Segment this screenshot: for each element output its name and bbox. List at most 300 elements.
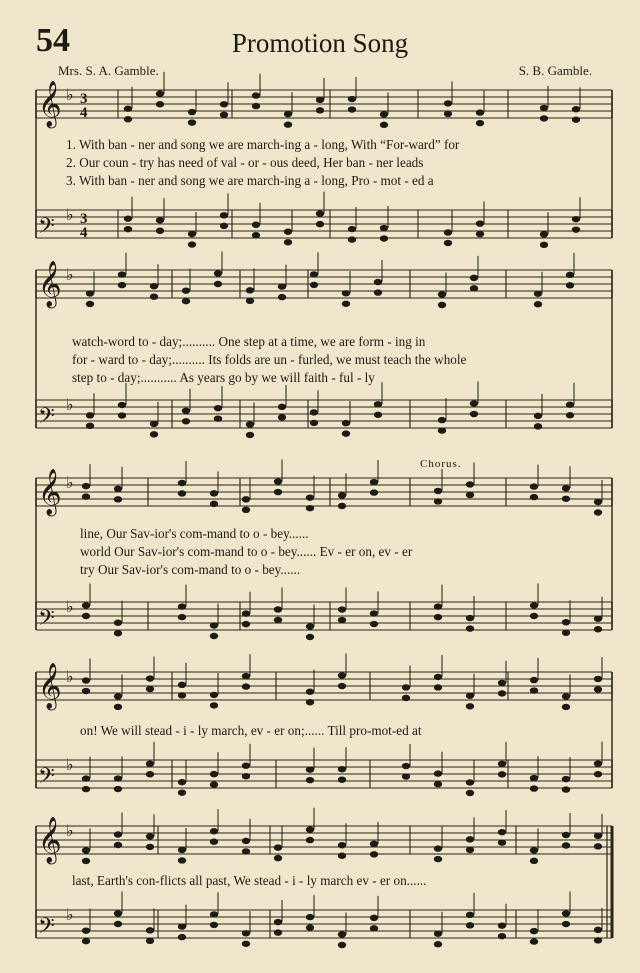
note-head: [82, 602, 90, 608]
note-head: [220, 112, 228, 118]
note-head: [86, 423, 94, 429]
note-head: [434, 498, 442, 504]
note-head: [246, 421, 254, 427]
note-head: [86, 412, 94, 418]
note-head: [306, 623, 314, 629]
key-signature: ♭: [66, 204, 74, 224]
note-head: [114, 704, 122, 710]
note-head: [476, 220, 484, 226]
note-head: [530, 847, 538, 853]
note-head: [146, 686, 154, 692]
note-head: [466, 836, 474, 842]
note-head: [124, 215, 132, 221]
note-head: [150, 431, 158, 437]
note-head: [380, 122, 388, 128]
note-head: [562, 921, 570, 927]
note-head: [118, 282, 126, 288]
note-head: [338, 503, 346, 509]
note-head: [342, 301, 350, 307]
note-head: [438, 302, 446, 308]
note-head: [210, 771, 218, 777]
note-head: [118, 271, 126, 277]
note-head: [306, 914, 314, 920]
note-head: [316, 210, 324, 216]
note-head: [338, 776, 346, 782]
note-head: [274, 929, 282, 935]
note-head: [210, 702, 218, 708]
note-head: [562, 619, 570, 625]
words-credit: Mrs. S. A. Gamble.: [58, 63, 159, 78]
lyric-line: watch-word to - day;.......... One step at a time, we are form - ing in: [72, 334, 426, 349]
note-head: [530, 928, 538, 934]
lyric-line: 2. Our coun - try has need of val - or - ous deed, Her ban - ner leads: [66, 155, 424, 170]
note-head: [114, 842, 122, 848]
note-head: [380, 225, 388, 231]
note-head: [124, 106, 132, 112]
note-head: [498, 829, 506, 835]
note-head: [444, 111, 452, 117]
note-head: [274, 606, 282, 612]
note-head: [310, 409, 318, 415]
note-head: [380, 235, 388, 241]
note-head: [246, 432, 254, 438]
note-head: [86, 301, 94, 307]
note-head: [82, 677, 90, 683]
note-head: [306, 494, 314, 500]
treble-clef: 𝄞: [38, 817, 62, 863]
note-head: [310, 282, 318, 288]
note-head: [284, 229, 292, 235]
note-head: [572, 216, 580, 222]
note-head: [278, 404, 286, 410]
note-head: [210, 501, 218, 507]
note-head: [566, 412, 574, 418]
note-head: [434, 845, 442, 851]
note-head: [470, 411, 478, 417]
note-head: [466, 790, 474, 796]
lyric-line: on! We will stead - i - ly march, ev - er on;...... Till pro-mot-ed at: [80, 723, 422, 738]
note-head: [252, 92, 260, 98]
note-head: [444, 100, 452, 106]
note-head: [124, 116, 132, 122]
note-head: [434, 941, 442, 947]
note-head: [374, 412, 382, 418]
note-head: [210, 633, 218, 639]
note-head: [242, 773, 250, 779]
note-head: [402, 763, 410, 769]
note-head: [118, 402, 126, 408]
note-head: [338, 931, 346, 937]
bass-clef: 𝄢: [38, 214, 55, 244]
note-head: [82, 858, 90, 864]
note-head: [242, 838, 250, 844]
note-head: [252, 222, 260, 228]
note-head: [82, 775, 90, 781]
note-head: [566, 272, 574, 278]
note-head: [370, 925, 378, 931]
note-head: [252, 103, 260, 109]
treble-clef: 𝄞: [38, 469, 62, 515]
note-head: [214, 281, 222, 287]
note-head: [370, 621, 378, 627]
note-head: [438, 291, 446, 297]
note-head: [374, 289, 382, 295]
note-head: [82, 938, 90, 944]
note-head: [278, 414, 286, 420]
note-head: [242, 762, 250, 768]
note-head: [214, 270, 222, 276]
note-head: [114, 775, 122, 781]
note-head: [562, 910, 570, 916]
key-signature: ♭: [66, 394, 74, 414]
note-head: [242, 673, 250, 679]
note-head: [466, 703, 474, 709]
note-head: [438, 417, 446, 423]
note-head: [562, 842, 570, 848]
note-head: [594, 509, 602, 515]
note-head: [210, 692, 218, 698]
note-head: [402, 695, 410, 701]
hymn-title: Promotion Song: [231, 28, 409, 58]
note-head: [182, 408, 190, 414]
note-head: [594, 616, 602, 622]
note-head: [284, 121, 292, 127]
bass-clef: 𝄢: [38, 404, 55, 434]
treble-clef: 𝄞: [38, 81, 62, 127]
time-signature-bottom: 4: [80, 225, 88, 241]
lyric-line: try Our Sav-ior's com-mand to o - bey......: [80, 562, 301, 577]
note-head: [310, 271, 318, 277]
note-head: [594, 771, 602, 777]
note-head: [562, 630, 570, 636]
note-head: [370, 479, 378, 485]
note-head: [178, 779, 186, 785]
note-head: [444, 240, 452, 246]
note-head: [316, 97, 324, 103]
note-head: [562, 496, 570, 502]
lyric-line: step to - day;........... As years go by we will faith - ful - ly: [72, 370, 375, 385]
note-head: [370, 915, 378, 921]
note-head: [146, 927, 154, 933]
note-head: [572, 226, 580, 232]
note-head: [220, 101, 228, 107]
note-head: [498, 922, 506, 928]
note-head: [594, 676, 602, 682]
note-head: [594, 843, 602, 849]
note-head: [182, 418, 190, 424]
note-head: [146, 761, 154, 767]
chorus-label: Chorus.: [420, 458, 462, 470]
note-head: [178, 692, 186, 698]
note-head: [82, 493, 90, 499]
note-head: [278, 294, 286, 300]
note-head: [348, 226, 356, 232]
note-head: [178, 490, 186, 496]
note-head: [178, 603, 186, 609]
note-head: [188, 241, 196, 247]
note-head: [306, 689, 314, 695]
note-head: [210, 622, 218, 628]
note-head: [530, 785, 538, 791]
note-head: [476, 109, 484, 115]
note-head: [562, 786, 570, 792]
note-head: [572, 106, 580, 112]
note-head: [242, 496, 250, 502]
note-head: [114, 693, 122, 699]
note-head: [178, 682, 186, 688]
note-head: [562, 832, 570, 838]
time-signature-bottom: 4: [80, 105, 88, 121]
note-head: [210, 839, 218, 845]
note-head: [310, 420, 318, 426]
note-head: [534, 301, 542, 307]
note-head: [242, 610, 250, 616]
note-head: [348, 236, 356, 242]
hymn-number: 54: [36, 22, 70, 59]
note-head: [594, 686, 602, 692]
note-head: [338, 766, 346, 772]
note-head: [470, 400, 478, 406]
note-head: [178, 923, 186, 929]
note-head: [370, 610, 378, 616]
note-head: [530, 613, 538, 619]
note-head: [540, 242, 548, 248]
note-head: [466, 615, 474, 621]
note-head: [178, 857, 186, 863]
note-head: [540, 115, 548, 121]
note-head: [246, 298, 254, 304]
note-head: [466, 492, 474, 498]
key-signature: ♭: [66, 472, 74, 492]
note-head: [82, 927, 90, 933]
note-head: [306, 826, 314, 832]
note-head: [348, 96, 356, 102]
key-signature: ♭: [66, 904, 74, 924]
note-head: [118, 412, 126, 418]
note-head: [434, 614, 442, 620]
key-signature: ♭: [66, 264, 74, 284]
note-head: [156, 91, 164, 97]
note-head: [466, 481, 474, 487]
note-head: [220, 212, 228, 218]
note-head: [114, 496, 122, 502]
note-head: [246, 287, 254, 293]
note-head: [530, 677, 538, 683]
note-head: [380, 111, 388, 117]
note-head: [146, 675, 154, 681]
note-head: [114, 831, 122, 837]
note-head: [306, 924, 314, 930]
note-head: [370, 841, 378, 847]
bass-clef: 𝄢: [38, 914, 55, 944]
note-head: [466, 625, 474, 631]
note-head: [594, 499, 602, 505]
note-head: [338, 617, 346, 623]
note-head: [306, 837, 314, 843]
note-head: [534, 291, 542, 297]
note-head: [438, 427, 446, 433]
note-head: [466, 779, 474, 785]
note-head: [338, 942, 346, 948]
note-head: [156, 228, 164, 234]
note-head: [274, 489, 282, 495]
note-head: [214, 405, 222, 411]
note-head: [498, 933, 506, 939]
note-head: [342, 290, 350, 296]
note-head: [434, 674, 442, 680]
note-head: [306, 777, 314, 783]
note-head: [306, 766, 314, 772]
note-head: [82, 613, 90, 619]
note-head: [156, 101, 164, 107]
note-head: [242, 683, 250, 689]
note-head: [114, 620, 122, 626]
note-head: [306, 634, 314, 640]
music-credit: S. B. Gamble.: [518, 63, 592, 78]
lyric-line: 3. With ban - ner and song we are march-ing a - long, Pro - mot - ed a: [66, 173, 434, 188]
bass-clef: 𝄢: [38, 606, 55, 636]
lyric-line: for - ward to - day;.......... Its folds are un - furled, we must teach the whole: [72, 352, 467, 367]
note-head: [594, 833, 602, 839]
note-head: [374, 279, 382, 285]
note-head: [210, 911, 218, 917]
note-head: [562, 776, 570, 782]
note-head: [278, 283, 286, 289]
bass-clef: 𝄢: [38, 764, 55, 794]
note-head: [182, 287, 190, 293]
note-head: [402, 684, 410, 690]
note-head: [562, 485, 570, 491]
note-head: [534, 423, 542, 429]
note-head: [534, 413, 542, 419]
treble-clef: 𝄞: [38, 261, 62, 307]
note-head: [434, 931, 442, 937]
key-signature: ♭: [66, 754, 74, 774]
note-head: [82, 688, 90, 694]
treble-clef: 𝄞: [38, 663, 62, 709]
note-head: [242, 848, 250, 854]
note-head: [530, 938, 538, 944]
time-signature-top: 3: [80, 211, 88, 227]
note-head: [150, 421, 158, 427]
note-head: [82, 847, 90, 853]
note-head: [498, 680, 506, 686]
note-head: [114, 786, 122, 792]
note-head: [470, 275, 478, 281]
note-head: [476, 120, 484, 126]
note-head: [188, 109, 196, 115]
note-head: [348, 106, 356, 112]
note-head: [114, 910, 122, 916]
note-head: [156, 217, 164, 223]
note-head: [146, 833, 154, 839]
note-head: [210, 781, 218, 787]
note-head: [182, 298, 190, 304]
note-head: [178, 480, 186, 486]
note-head: [86, 290, 94, 296]
note-head: [274, 855, 282, 861]
note-head: [146, 771, 154, 777]
note-head: [470, 285, 478, 291]
note-head: [498, 761, 506, 767]
note-head: [150, 283, 158, 289]
note-head: [338, 492, 346, 498]
note-head: [562, 693, 570, 699]
note-head: [530, 858, 538, 864]
note-head: [566, 402, 574, 408]
note-head: [242, 941, 250, 947]
note-head: [540, 105, 548, 111]
lyric-line: world Our Sav-ior's com-mand to o - bey...... Ev - er on, ev - er: [80, 544, 413, 559]
lyric-line: line, Our Sav-ior's com-mand to o - bey......: [80, 526, 309, 541]
note-head: [338, 853, 346, 859]
note-head: [434, 856, 442, 862]
note-head: [370, 489, 378, 495]
note-head: [434, 770, 442, 776]
note-head: [306, 699, 314, 705]
note-head: [188, 231, 196, 237]
lyric-line: last, Earth's con-flicts all past, We stead - i - ly march ev - er on......: [72, 873, 427, 888]
note-head: [242, 621, 250, 627]
note-head: [594, 626, 602, 632]
note-head: [342, 430, 350, 436]
note-head: [210, 490, 218, 496]
note-head: [338, 842, 346, 848]
note-head: [562, 704, 570, 710]
note-head: [284, 111, 292, 117]
note-head: [316, 221, 324, 227]
note-head: [444, 229, 452, 235]
note-head: [284, 239, 292, 245]
note-head: [374, 401, 382, 407]
note-head: [210, 828, 218, 834]
note-head: [188, 119, 196, 125]
lyric-line: 1. With ban - ner and song we are march-ing a - long, With “For-ward” for: [66, 137, 460, 152]
note-head: [434, 684, 442, 690]
note-head: [342, 420, 350, 426]
note-head: [566, 282, 574, 288]
note-head: [316, 107, 324, 113]
note-head: [146, 844, 154, 850]
note-head: [150, 294, 158, 300]
note-head: [498, 771, 506, 777]
note-head: [114, 486, 122, 492]
note-head: [306, 505, 314, 511]
note-head: [274, 844, 282, 850]
note-head: [114, 921, 122, 927]
note-head: [114, 630, 122, 636]
note-head: [178, 789, 186, 795]
note-head: [146, 938, 154, 944]
note-head: [434, 488, 442, 494]
note-head: [466, 693, 474, 699]
note-head: [370, 851, 378, 857]
note-head: [274, 617, 282, 623]
note-head: [274, 478, 282, 484]
note-head: [210, 922, 218, 928]
note-head: [402, 773, 410, 779]
note-head: [530, 775, 538, 781]
note-head: [530, 687, 538, 693]
note-head: [498, 690, 506, 696]
note-head: [466, 922, 474, 928]
key-signature: ♭: [66, 820, 74, 840]
note-head: [178, 614, 186, 620]
note-head: [434, 603, 442, 609]
note-head: [572, 117, 580, 123]
key-signature: ♭: [66, 84, 74, 104]
note-head: [476, 231, 484, 237]
